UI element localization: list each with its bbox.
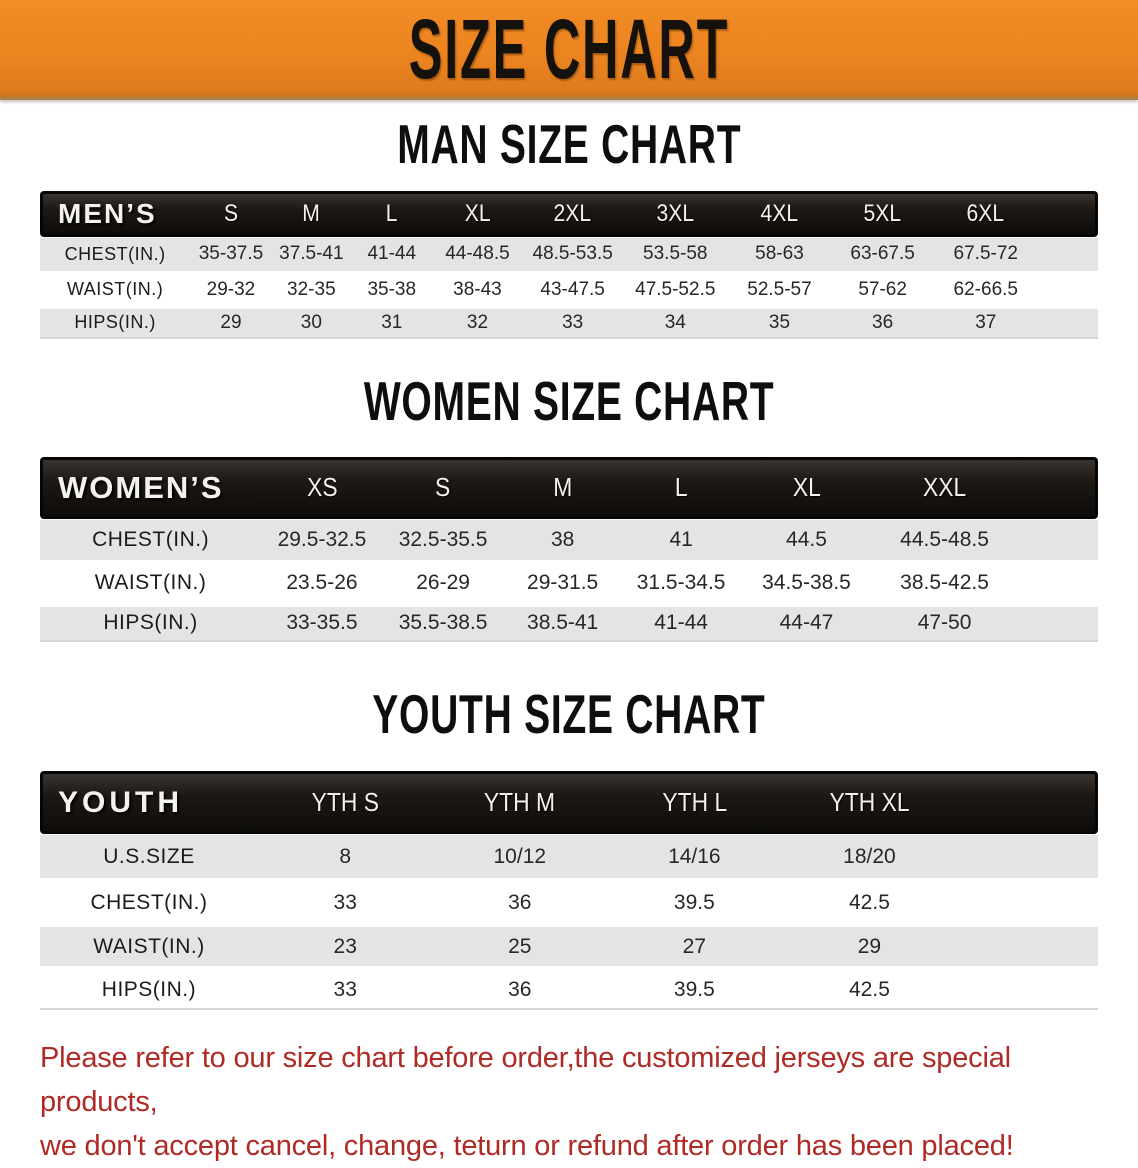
column-header-text: YTH S <box>311 787 379 818</box>
row-label-waist-in: WAIST(IN.) <box>40 560 261 601</box>
cell-hips-in-5xl: 36 <box>831 305 934 339</box>
cell-waist-in-xxl: 38.5-42.5 <box>873 560 1017 601</box>
cell-chest-in-s: 32.5-35.5 <box>383 519 504 560</box>
column-header-text: XL <box>464 199 491 227</box>
cell-waist-in-6xl: 62-66.5 <box>934 271 1038 305</box>
cell-chest-in-xs: 29.5-32.5 <box>261 519 383 560</box>
column-header-2xl <box>522 191 623 237</box>
row-label-hips-in: HIPS(IN.) <box>40 601 261 642</box>
women-size-table-wrap <box>40 457 1098 642</box>
cell-waist-in-l: 35-38 <box>351 271 432 305</box>
column-header-s <box>190 191 271 237</box>
column-header-text: 2XL <box>553 199 592 227</box>
row-filler <box>1038 271 1098 305</box>
men-section-title <box>0 113 1138 175</box>
cell-waist-in-s: 26-29 <box>383 560 504 601</box>
column-header-yth-xl <box>782 771 958 834</box>
column-header-text: M <box>553 472 573 502</box>
cell-hips-in-2xl: 33 <box>522 305 623 339</box>
row-label-hips-in: HIPS(IN.) <box>40 305 190 339</box>
column-header-text: 5XL <box>863 199 902 227</box>
cell-chest-in-l: 41 <box>622 519 740 560</box>
column-header-l <box>622 457 740 519</box>
youth-size-table <box>40 771 1098 1010</box>
cell-waist-in-m: 32-35 <box>272 271 351 305</box>
cell-hips-in-4xl: 35 <box>728 305 832 339</box>
table-row-waist-in <box>40 560 1098 601</box>
row-filler <box>957 878 1098 922</box>
column-header-xl <box>740 457 872 519</box>
table-row-chest-in <box>40 519 1098 560</box>
cell-hips-in-yth-m: 36 <box>433 966 608 1010</box>
youth-size-table-wrap <box>40 771 1098 1010</box>
cell-hips-in-xs: 33-35.5 <box>261 601 383 642</box>
cell-u-s-size-yth-xl: 18/20 <box>782 834 958 878</box>
cell-chest-in-m: 38 <box>503 519 621 560</box>
section-youth <box>0 682 1138 1011</box>
column-header-m <box>503 457 621 519</box>
column-header-xxl <box>873 457 1017 519</box>
cell-waist-in-s: 29-32 <box>190 271 271 305</box>
section-women <box>0 369 1138 642</box>
cell-waist-in-l: 31.5-34.5 <box>622 560 740 601</box>
cell-chest-in-2xl: 48.5-53.5 <box>522 237 623 271</box>
cell-hips-in-m: 30 <box>272 305 351 339</box>
table-row-u-s-size <box>40 834 1098 878</box>
column-header-text: YTH M <box>484 787 556 818</box>
cell-hips-in-xl: 44-47 <box>740 601 872 642</box>
men-size-table-wrap <box>40 191 1098 339</box>
women-section-title <box>0 369 1138 432</box>
banner-title <box>302 1 836 96</box>
table-row-chest-in <box>40 237 1098 271</box>
column-header-text: L <box>385 199 398 227</box>
group-label-youth <box>40 771 258 834</box>
cell-chest-in-l: 41-44 <box>351 237 432 271</box>
banner-title-text: SIZE CHART <box>408 1 730 96</box>
column-header-text: 4XL <box>760 199 799 227</box>
column-header-xl <box>432 191 522 237</box>
group-label-men-s <box>40 191 190 237</box>
header-filler <box>1038 191 1098 237</box>
row-filler <box>957 966 1098 1010</box>
women-s-header-row <box>40 457 1098 519</box>
disclaimer-line-2: we don't accept cancel, change, teturn or refund after order has been placed! <box>40 1130 1014 1163</box>
cell-hips-in-3xl: 34 <box>623 305 728 339</box>
column-header-yth-l <box>607 771 782 834</box>
row-label-u-s-size: U.S.SIZE <box>40 834 258 878</box>
size-chart-banner <box>0 0 1138 100</box>
header-filler <box>1016 457 1098 519</box>
row-label-waist-in: WAIST(IN.) <box>40 922 258 966</box>
cell-waist-in-5xl: 57-62 <box>831 271 934 305</box>
cell-waist-in-2xl: 43-47.5 <box>522 271 623 305</box>
cell-chest-in-yth-s: 33 <box>258 878 433 922</box>
cell-hips-in-l: 41-44 <box>622 601 740 642</box>
cell-chest-in-s: 35-37.5 <box>190 237 271 271</box>
column-header-text: M <box>302 199 321 227</box>
size-chart-body <box>0 113 1138 1168</box>
column-header-6xl <box>934 191 1038 237</box>
cell-hips-in-s: 29 <box>190 305 271 339</box>
column-header-yth-s <box>258 771 433 834</box>
cell-chest-in-xxl: 44.5-48.5 <box>873 519 1017 560</box>
column-header-text: S <box>435 472 451 502</box>
row-label-hips-in: HIPS(IN.) <box>40 966 258 1010</box>
cell-chest-in-yth-xl: 42.5 <box>782 878 958 922</box>
cell-chest-in-yth-m: 36 <box>433 878 608 922</box>
cell-chest-in-yth-l: 39.5 <box>607 878 782 922</box>
cell-chest-in-m: 37.5-41 <box>272 237 351 271</box>
table-row-waist-in <box>40 271 1098 305</box>
row-label-chest-in: CHEST(IN.) <box>40 878 258 922</box>
youth-section-title <box>0 682 1138 745</box>
cell-waist-in-4xl: 52.5-57 <box>728 271 832 305</box>
cell-hips-in-s: 35.5-38.5 <box>383 601 504 642</box>
cell-waist-in-yth-l: 27 <box>607 922 782 966</box>
cell-waist-in-3xl: 47.5-52.5 <box>623 271 728 305</box>
cell-chest-in-3xl: 53.5-58 <box>623 237 728 271</box>
cell-hips-in-xl: 32 <box>432 305 522 339</box>
table-row-chest-in <box>40 878 1098 922</box>
cell-chest-in-xl: 44-48.5 <box>432 237 522 271</box>
column-header-text: 6XL <box>966 199 1005 227</box>
group-label-text: MEN’S <box>58 197 157 229</box>
table-row-hips-in <box>40 601 1098 642</box>
column-header-xs <box>261 457 383 519</box>
column-header-yth-m <box>433 771 608 834</box>
cell-waist-in-m: 29-31.5 <box>503 560 621 601</box>
group-label-women-s <box>40 457 261 519</box>
column-header-text: XL <box>792 472 821 502</box>
cell-waist-in-yth-xl: 29 <box>782 922 958 966</box>
women-section-title-text: WOMEN SIZE CHART <box>363 369 775 432</box>
cell-chest-in-5xl: 63-67.5 <box>831 237 934 271</box>
column-header-text: 3XL <box>656 199 695 227</box>
cell-waist-in-xl: 38-43 <box>432 271 522 305</box>
column-header-3xl <box>623 191 728 237</box>
cell-hips-in-yth-s: 33 <box>258 966 433 1010</box>
cell-waist-in-yth-s: 23 <box>258 922 433 966</box>
row-filler <box>1016 560 1098 601</box>
cell-u-s-size-yth-l: 14/16 <box>607 834 782 878</box>
column-header-text: YTH L <box>661 787 727 818</box>
row-filler <box>957 834 1098 878</box>
cell-hips-in-l: 31 <box>351 305 432 339</box>
row-filler <box>1038 237 1098 271</box>
column-header-5xl <box>831 191 934 237</box>
cell-hips-in-m: 38.5-41 <box>503 601 621 642</box>
men-s-header-row <box>40 191 1098 237</box>
table-row-hips-in <box>40 966 1098 1010</box>
men-section-title-text: MAN SIZE CHART <box>396 113 742 175</box>
disclaimer-line-1: Please refer to our size chart before order,the customized jerseys are special products, <box>40 1042 1011 1119</box>
row-filler <box>1016 519 1098 560</box>
table-row-waist-in <box>40 922 1098 966</box>
column-header-text: S <box>223 199 239 227</box>
cell-hips-in-6xl: 37 <box>934 305 1038 339</box>
cell-waist-in-xl: 34.5-38.5 <box>740 560 872 601</box>
cell-waist-in-xs: 23.5-26 <box>261 560 383 601</box>
column-header-l <box>351 191 432 237</box>
cell-hips-in-yth-l: 39.5 <box>607 966 782 1010</box>
men-size-table <box>40 191 1098 339</box>
row-filler <box>1016 601 1098 642</box>
group-label-text: WOMEN’S <box>58 469 224 505</box>
cell-u-s-size-yth-s: 8 <box>258 834 433 878</box>
youth-section-title-text: YOUTH SIZE CHART <box>372 682 766 745</box>
header-filler <box>957 771 1098 834</box>
cell-chest-in-4xl: 58-63 <box>728 237 832 271</box>
column-header-text: XXL <box>922 472 967 502</box>
disclaimer-text <box>40 1036 1110 1168</box>
section-men <box>0 113 1138 339</box>
cell-chest-in-xl: 44.5 <box>740 519 872 560</box>
row-filler <box>1038 305 1098 339</box>
group-label-text: YOUTH <box>58 785 183 819</box>
column-header-text: YTH XL <box>829 787 910 818</box>
cell-hips-in-xxl: 47-50 <box>873 601 1017 642</box>
column-header-text: L <box>674 472 688 502</box>
column-header-s <box>383 457 504 519</box>
row-label-chest-in: CHEST(IN.) <box>40 237 190 271</box>
column-header-m <box>272 191 351 237</box>
cell-chest-in-6xl: 67.5-72 <box>934 237 1038 271</box>
youth-header-row <box>40 771 1098 834</box>
cell-u-s-size-yth-m: 10/12 <box>433 834 608 878</box>
table-row-hips-in <box>40 305 1098 339</box>
row-label-waist-in: WAIST(IN.) <box>40 271 190 305</box>
cell-hips-in-yth-xl: 42.5 <box>782 966 958 1010</box>
row-filler <box>957 922 1098 966</box>
cell-waist-in-yth-m: 25 <box>433 922 608 966</box>
row-label-chest-in: CHEST(IN.) <box>40 519 261 560</box>
column-header-text: XS <box>306 472 338 502</box>
column-header-4xl <box>728 191 832 237</box>
women-size-table <box>40 457 1098 642</box>
